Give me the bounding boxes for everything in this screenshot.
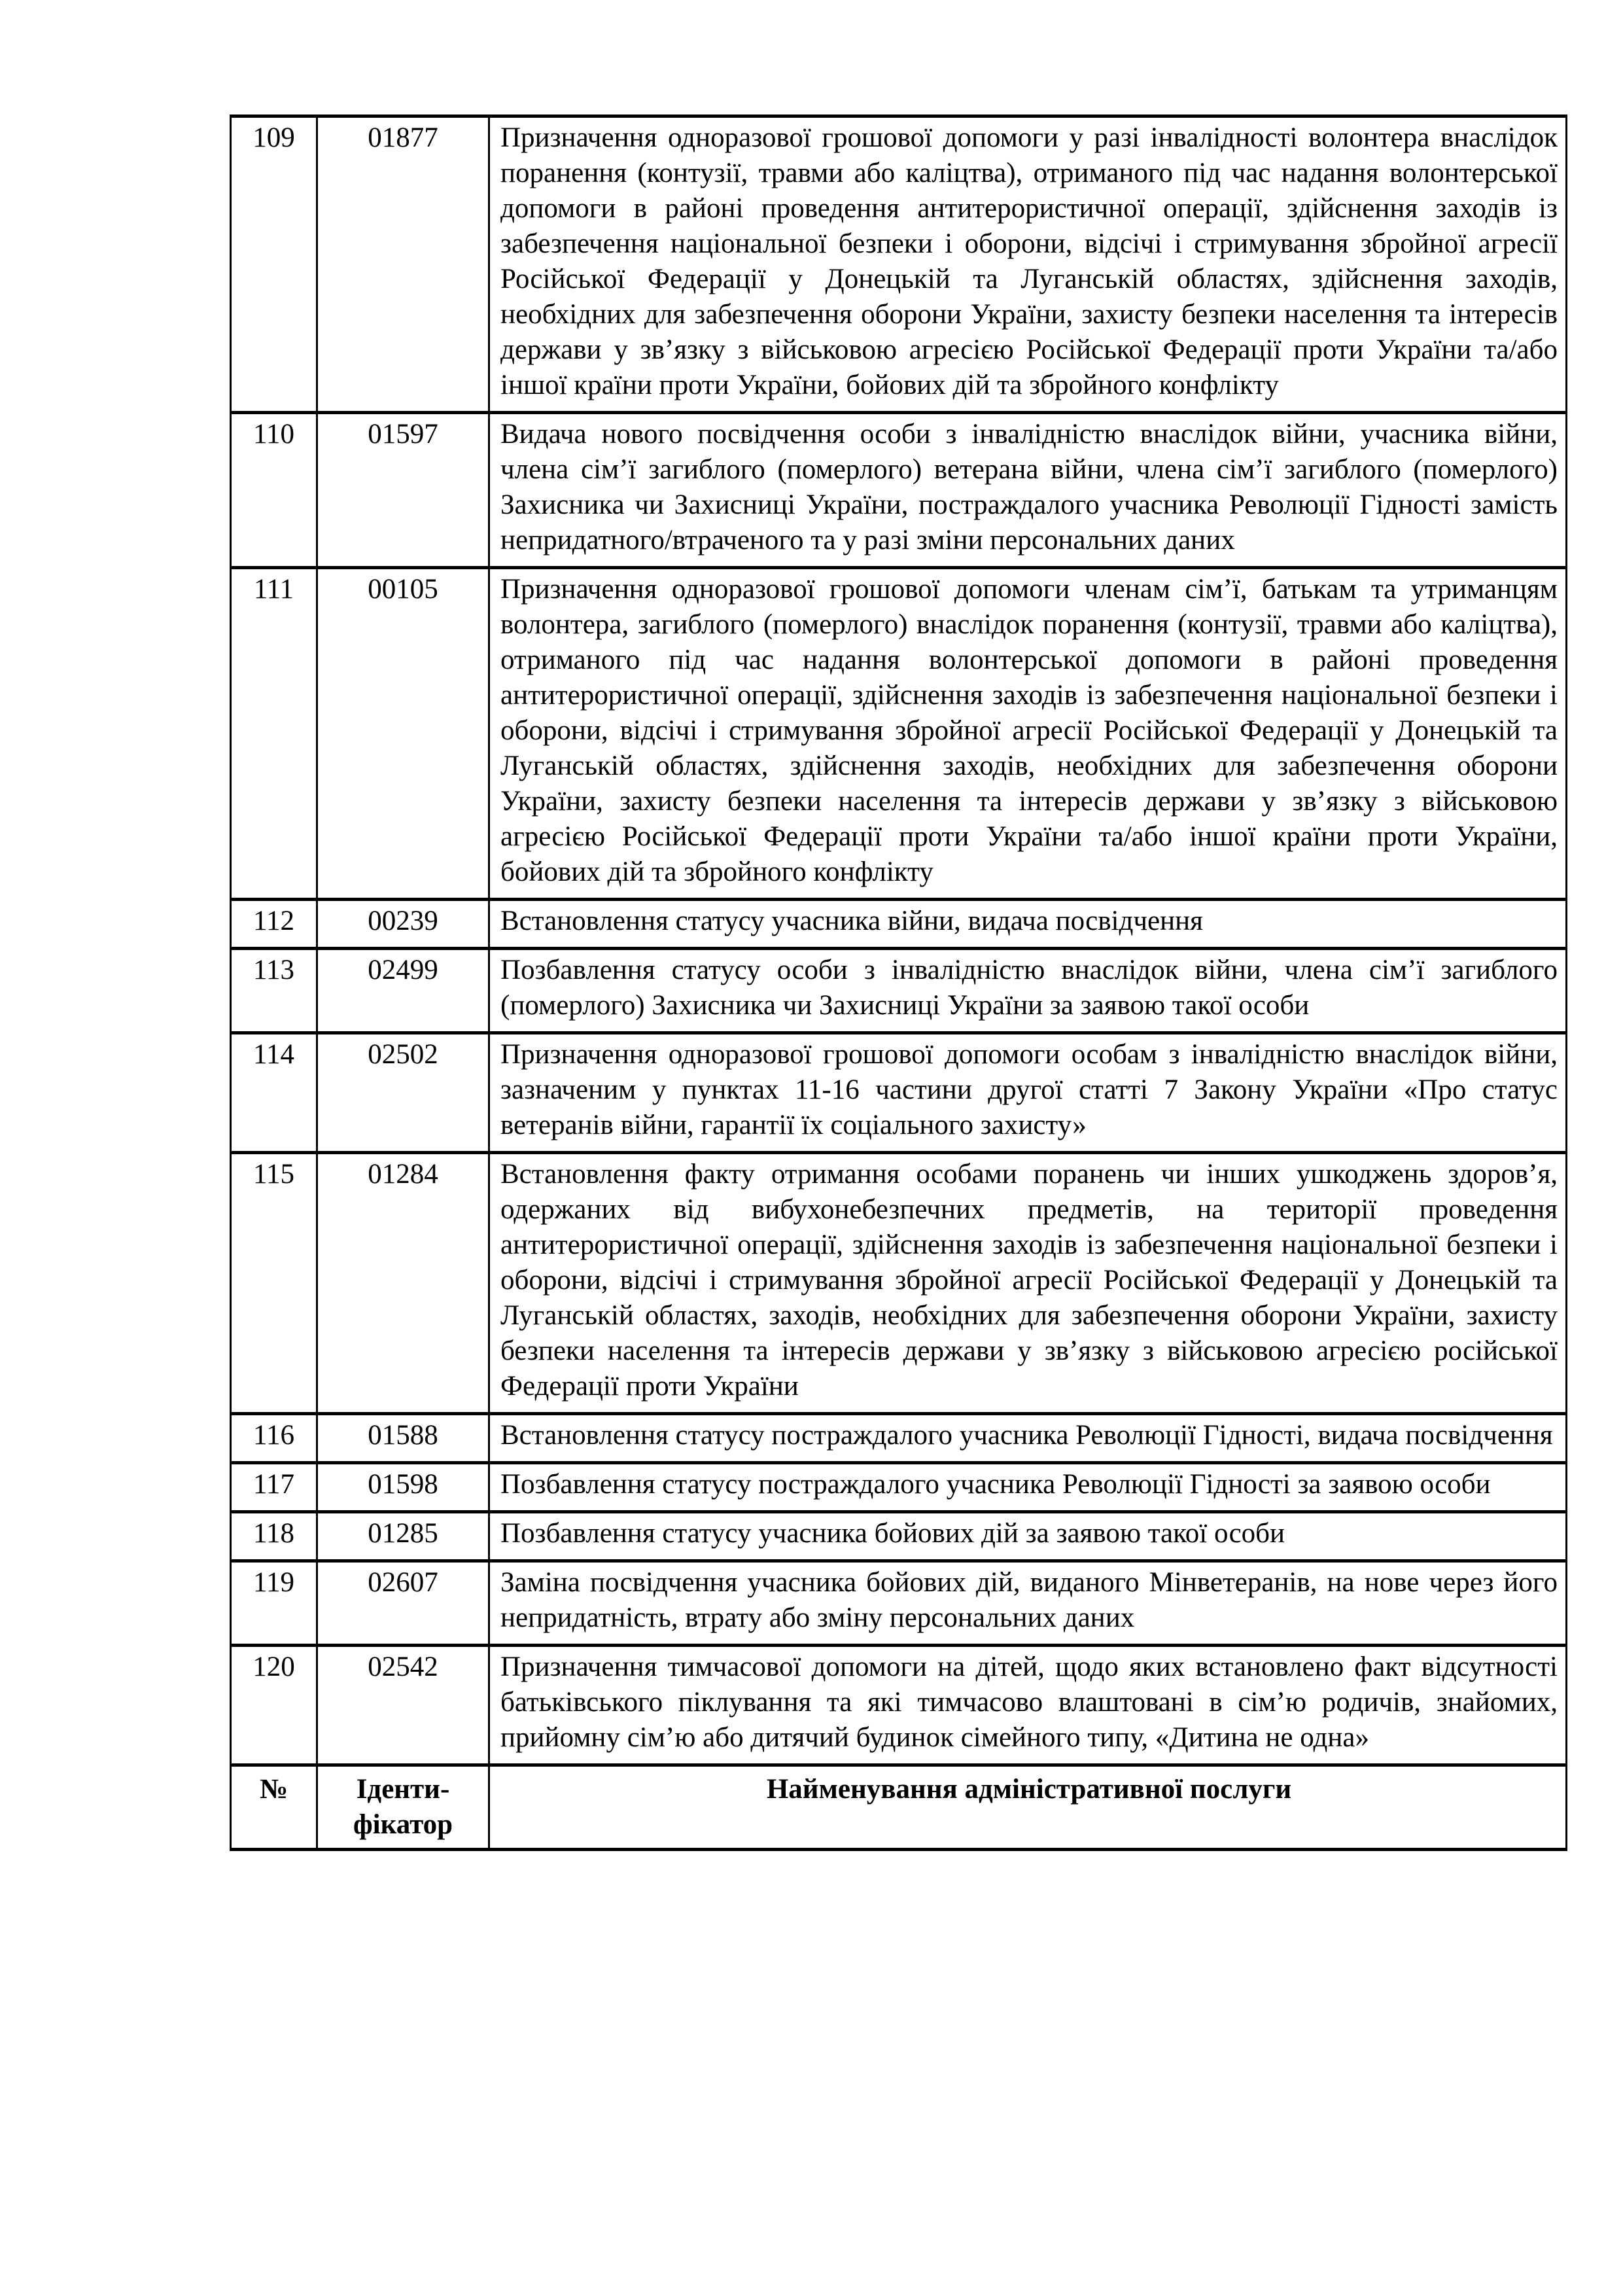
service-row-number: 117 (231, 1463, 317, 1512)
service-row-identifier: 01597 (317, 413, 489, 568)
service-row (231, 1153, 1567, 1414)
service-row-name: Позбавлення статусу постраждалого учасника Революції Гідності за заявою особи (489, 1463, 1567, 1512)
service-row-identifier: 01284 (317, 1153, 489, 1414)
service-row-name: Позбавлення статусу особи з інвалідністю внаслідок війни, члена сім’ї загиблого (померлого) Захисника чи Захисниці України за заявою такої особи (489, 949, 1567, 1033)
service-row-identifier: 01877 (317, 116, 489, 413)
service-row (231, 413, 1567, 568)
service-row-name: Встановлення факту отримання особами поранень чи інших ушкоджень здоров’я, одержаних від вибухонебезпечних предметів, на території проведення антитерористичної операції, здійснення заходів із забезпечення національної безпеки і оборони, відсічі і стримування збройної агресії Російської Федерації у Донецькій та Луганській областях, заходів, необхідних для забезпечення оборони України, захисту безпеки населення та інтересів держави у зв’язку з військовою агресією російської Федерації проти України (489, 1153, 1567, 1414)
service-row (231, 1561, 1567, 1646)
service-row-name: Встановлення статусу постраждалого учасника Революції Гідності, видача посвідчення (489, 1414, 1567, 1463)
service-row (231, 1463, 1567, 1512)
service-row-identifier: 01588 (317, 1414, 489, 1463)
service-row-number: 120 (231, 1646, 317, 1765)
service-row-name: Заміна посвідчення учасника бойових дій, виданого Мінветеранів, на нове через його непридатність, втрату або зміну персональних даних (489, 1561, 1567, 1646)
service-row-identifier: 00239 (317, 900, 489, 949)
footer-header-identifier-label (317, 1765, 489, 1850)
service-row (231, 1512, 1567, 1561)
service-row-identifier: 02502 (317, 1033, 489, 1153)
service-row (231, 116, 1567, 413)
footer-header-service-label: Найменування адміністративної послуги (489, 1765, 1567, 1850)
service-row-name: Призначення тимчасової допомоги на дітей, щодо яких встановлено факт відсутності батьківського піклування та які тимчасово влаштовані в сім’ю родичів, знайомих, прийомну сім’ю або дитячий будинок сімейного типу, «Дитина не одна» (489, 1646, 1567, 1765)
service-row-name: Призначення одноразової грошової допомоги у разі інвалідності волонтера внаслідок поранення (контузії, травми або каліцтва), отриманого під час надання волонтерської допомоги в районі проведення антитерористичної операції, здійснення заходів із забезпечення національної безпеки і оборони, відсічі і стримування збройної агресії Російської Федерації у Донецькій та Луганській областях, здійснення заходів, необхідних для забезпечення оборони України, захисту безпеки населення та інтересів держави у зв’язку з військовою агресією Російської Федерації проти України та/або іншої країни проти України, бойових дій та збройного конфлікту (489, 116, 1567, 413)
service-row-number: 112 (231, 900, 317, 949)
service-rows-body (231, 116, 1567, 1765)
service-row-identifier: 01598 (317, 1463, 489, 1512)
service-row-identifier: 01285 (317, 1512, 489, 1561)
service-row-name: Призначення одноразової грошової допомоги членам сім’ї, батькам та утриманцям волонтера, загиблого (померлого) внаслідок поранення (контузії, травми або каліцтва), отриманого під час надання волонтерської допомоги в районі проведення антитерористичної операції, здійснення заходів із забезпечення національної безпеки і оборони, відсічі і стримування збройної агресії Російської Федерації у Донецькій та Луганській областях, здійснення заходів, необхідних для забезпечення оборони України, захисту безпеки населення та інтересів держави у зв’язку з військовою агресією Російської Федерації проти України та/або іншої країни проти України, бойових дій та збройного конфлікту (489, 568, 1567, 900)
service-row-number: 110 (231, 413, 317, 568)
service-row-number: 116 (231, 1414, 317, 1463)
service-row-number: 114 (231, 1033, 317, 1153)
service-row (231, 1414, 1567, 1463)
service-row (231, 1646, 1567, 1765)
footer-header-identifier-line1: Іденти- (356, 1774, 450, 1805)
footer-header-identifier-line2: фікатор (353, 1809, 453, 1840)
service-row-number: 113 (231, 949, 317, 1033)
service-row-number: 109 (231, 116, 317, 413)
service-row-identifier: 02499 (317, 949, 489, 1033)
service-row-name: Призначення одноразової грошової допомоги особам з інвалідністю внаслідок війни, зазначеним у пунктах 11-16 частини другої статті 7 Закону України «Про статус ветеранів війни, гарантії їх соціального захисту» (489, 1033, 1567, 1153)
service-row (231, 949, 1567, 1033)
service-row-number: 111 (231, 568, 317, 900)
service-row (231, 900, 1567, 949)
service-row-name: Встановлення статусу учасника війни, видача посвідчення (489, 900, 1567, 949)
footer-header-number-label: № (231, 1765, 317, 1850)
service-row-identifier: 02607 (317, 1561, 489, 1646)
service-row-number: 118 (231, 1512, 317, 1561)
table-footer-header-body (231, 1765, 1567, 1850)
service-row-identifier: 02542 (317, 1646, 489, 1765)
table-footer-header-row (231, 1765, 1567, 1850)
service-row-name: Видача нового посвідчення особи з інвалідністю внаслідок війни, учасника війни, члена сім’ї загиблого (померлого) ветерана війни, члена сім’ї загиблого (померлого) Захисника чи Захисниці України, постраждалого учасника Революції Гідності замість непридатного/втраченого та у разі зміни персональних даних (489, 413, 1567, 568)
service-row-number: 119 (231, 1561, 317, 1646)
administrative-services-table (230, 115, 1567, 1851)
service-row-identifier: 00105 (317, 568, 489, 900)
service-row (231, 568, 1567, 900)
service-row-name: Позбавлення статусу учасника бойових дій за заявою такої особи (489, 1512, 1567, 1561)
service-row (231, 1033, 1567, 1153)
service-row-number: 115 (231, 1153, 317, 1414)
